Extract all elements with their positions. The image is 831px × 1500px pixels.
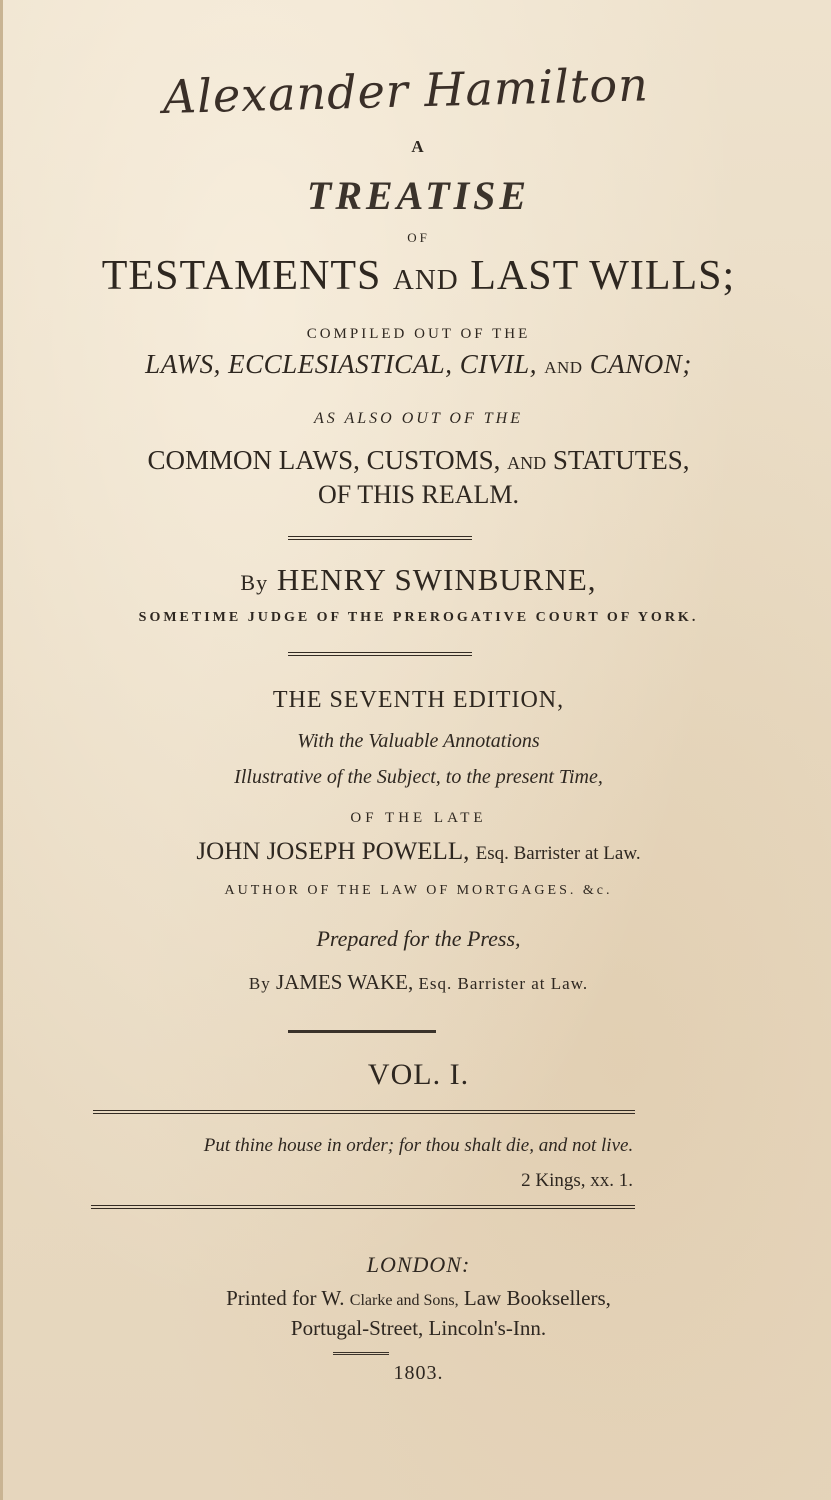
imprint-year: 1803. [393,1362,444,1384]
imprint-printed-c: Law Booksellers, [463,1286,611,1310]
subtitle-as-also: AS ALSO OUT OF THE [314,410,523,427]
imprint-rule [333,1352,389,1355]
imprint-printed-line [3,1286,831,1311]
imprint-city: LONDON: [366,1252,471,1277]
author-line [3,562,831,598]
title-article: A [411,137,426,156]
main-title [3,252,831,300]
subtitle-laws-and: AND [544,358,583,377]
editor-title: Esq. Barrister at Law. [418,974,589,993]
annotator-name: JOHN JOSEPH POWELL, [196,838,470,865]
title-treatise: TREATISE [306,173,531,218]
annotator-work: AUTHOR OF THE LAW OF MORTGAGES. &c. [224,883,613,898]
imprint-address: Portugal-Street, Lincoln's-Inn. [290,1316,547,1340]
editor-line [3,970,831,995]
subtitle-common-and: AND [507,453,547,473]
handwritten-signature: Alexander Hamilton [162,57,650,124]
editor-by: By [248,974,271,993]
main-title-and: AND [392,264,459,296]
subtitle-laws-b: CANON; [589,349,692,379]
annotator-line [3,838,831,866]
subtitle-realm: OF THIS REALM. [317,480,520,509]
subtitle-laws-a: LAWS, ECCLESIASTICAL, CIVIL, [145,349,537,379]
subtitle-laws [3,349,831,380]
subtitle-compiled: COMPILED OUT OF THE [306,326,531,342]
title-of: OF [407,230,430,245]
subtitle-common-b: STATUTES, [552,445,690,475]
edition-of-the-late: OF THE LATE [350,810,487,826]
divider-rule-2 [288,652,472,656]
epigraph-rule-top [93,1110,635,1114]
author-by: By [240,570,269,595]
edition-line-1: With the Valuable Annotations [297,730,540,752]
epigraph-rule-bottom [91,1205,635,1209]
subtitle-common-a: COMMON LAWS, CUSTOMS, [147,445,501,475]
main-title-part-b: LAST WILLS; [470,253,736,299]
volume-label: VOL. I. [367,1058,470,1091]
imprint-printed-a: Printed for W. [226,1286,345,1310]
prepared-line: Prepared for the Press, [316,926,521,951]
divider-rule-3 [288,1030,436,1033]
edition-line-2: Illustrative of the Subject, to the present Time, [234,766,603,788]
editor-name: JAMES WAKE, [275,970,414,994]
main-title-part-a: TESTAMENTS [101,253,382,299]
annotator-title: Esq. Barrister at Law. [475,843,641,864]
author-name: HENRY SWINBURNE, [276,562,597,597]
epigraph-text: Put thine house in order; for thou shalt die, and not live. [203,1135,634,1156]
author-title: SOMETIME JUDGE OF THE PREROGATIVE COURT OF YORK. [138,610,699,625]
edition-label: THE SEVENTH EDITION, [272,687,565,713]
epigraph-source: 2 Kings, xx. 1. [521,1170,633,1191]
imprint-printed-b: Clarke and Sons, [349,1292,459,1309]
subtitle-common [3,445,831,476]
divider-rule-1 [288,536,472,540]
